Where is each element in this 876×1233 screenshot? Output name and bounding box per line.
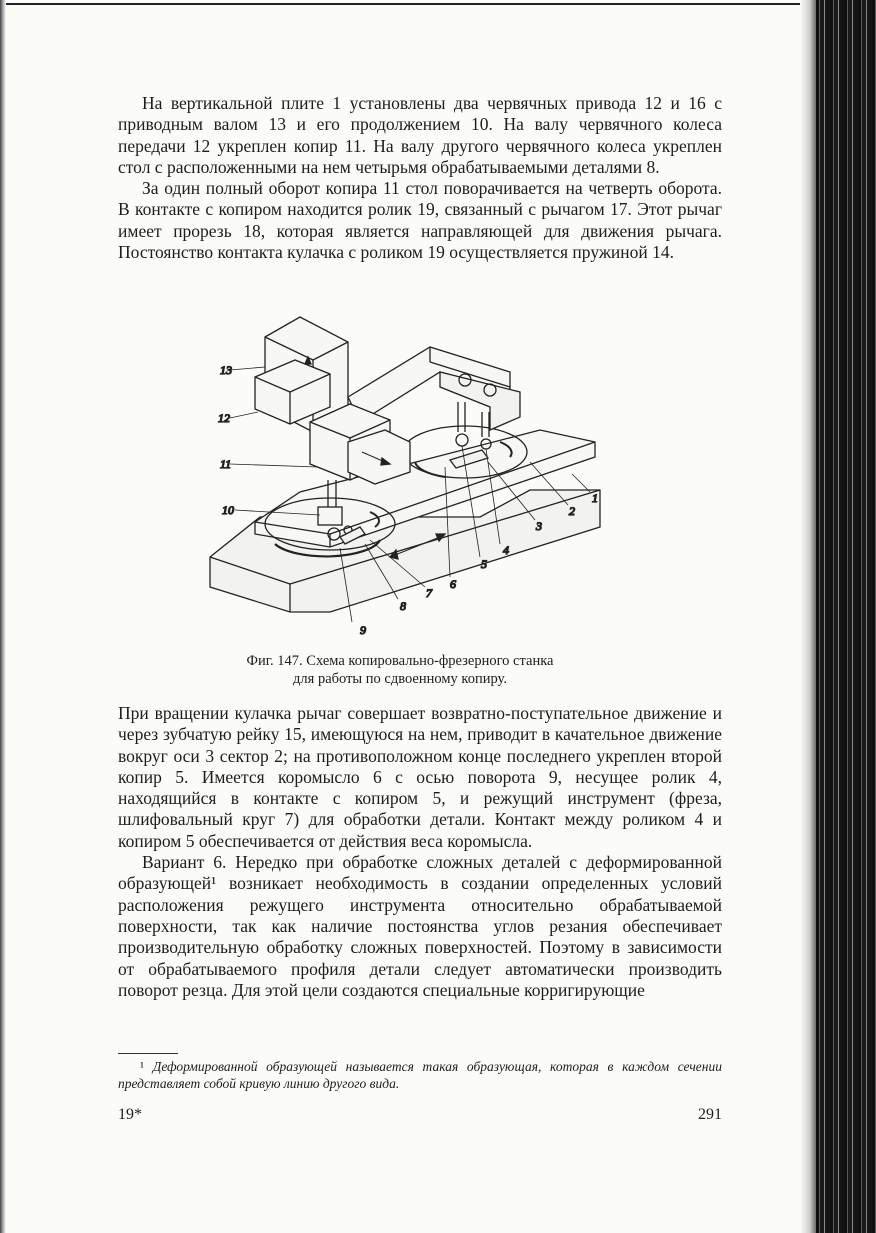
figure-label-3: 3: [536, 519, 542, 533]
figure-label-12: 12: [218, 411, 230, 425]
footnote-divider: [118, 1053, 178, 1054]
figure-caption: [150, 652, 650, 688]
figure-label-11: 11: [220, 457, 232, 471]
paragraph: При вращении кулачка рычаг совершает возвратно-поступательное движение и через зубчатую рейку 15, имеющуюся на нем, приводит в качательное движение вокруг оси 3 сектор 2; на противоположном конце последнего укреплен второй копир 5. Имеется коромысло 6 с осью поворота 9, несущее ролик 4, находящийся в контакте с копиром 5, и режущий инструмент (фреза, шлифовальный круг 7) для обработки детали. Контакт между роликом 4 и копиром 5 обеспечивается от действия веса коромысла.: [118, 703, 722, 851]
figure-label-8: 8: [400, 599, 406, 613]
page-left-edge: [0, 0, 6, 1233]
caption-line: Фиг. 147. Схема копировально-фрезерного станка: [246, 653, 554, 669]
figure-label-6: 6: [450, 577, 456, 591]
figure-label-5: 5: [481, 557, 487, 571]
figure-label-9: 9: [360, 623, 366, 637]
figure-label-7: 7: [426, 586, 432, 600]
paragraph: За один полный оборот копира 11 стол поворачивается на четверть оборота. В контакте с копиром находится ролик 19, связанный с рычагом 17. Этот рычаг имеет прорезь 18, которая является направляющей для движения рычага. Постоянство контакта кулачка с роликом 19 осуществляется пружиной 14.: [118, 178, 722, 263]
figure-label-2: 2: [569, 504, 575, 518]
body-text-top: [118, 93, 722, 263]
figure-label-4: 4: [503, 543, 509, 557]
paragraph: На вертикальной плите 1 установлены два червячных привода 12 и 16 с приводным валом 13 и его продолжением 10. На валу червячного колеса передачи 12 укреплен копир 11. На валу другого червячного колеса укреплен стол с расположенными на нем четырьмя обрабатываемыми деталями 8.: [118, 93, 722, 177]
figure-147-machine-diagram: [200, 312, 640, 647]
footnote: [118, 1058, 722, 1092]
footnote-mark: ¹: [140, 1059, 145, 1074]
figure-label-1: 1: [592, 491, 598, 505]
signature-mark: 19*: [118, 1106, 142, 1123]
figure-label-13: 13: [220, 363, 232, 377]
top-edge-rule: [0, 0, 820, 10]
page-number: 291: [698, 1106, 722, 1123]
body-text-bottom: [118, 703, 722, 1001]
paragraph: Вариант 6. Нередко при обработке сложных деталей с деформированной образующей¹ возникает необходимость в создании определенных условий расположения режущего инструмента относительно обрабатываемой поверхности, так как наличие постоянства углов резания обеспечивает производительную обработку сложных поверхностей. Поэтому в зависимости от обрабатываемого профиля детали следует автоматически производить поворот резца. Для этой цели создаются специальные корригирующие: [118, 852, 722, 1000]
figure-label-10: 10: [222, 503, 234, 517]
book-spine-shadow: [816, 0, 876, 1233]
footnote-text: Деформированной образующей называется такая образующая, которая в каждом сечении представляет собой кривую линию другого вида.: [118, 1059, 722, 1091]
caption-line: для работы по сдвоенному копиру.: [293, 671, 507, 687]
